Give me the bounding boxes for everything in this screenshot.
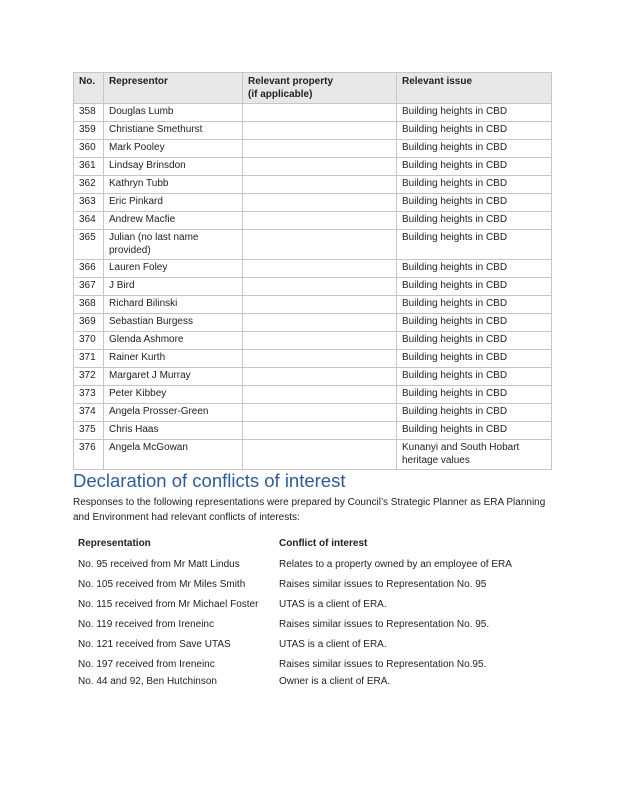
table-row: [74, 368, 552, 386]
row-property: [243, 296, 397, 314]
header-property-line2: (if applicable): [248, 89, 313, 100]
row-issue: Building heights in CBD: [397, 260, 552, 278]
table-row: [74, 104, 552, 122]
row-issue: Building heights in CBD: [397, 158, 552, 176]
row-property: [243, 440, 397, 470]
conflict-representation: No. 115 received from Mr Michael Foster: [78, 599, 259, 610]
row-property: [243, 194, 397, 212]
row-issue: Building heights in CBD: [397, 332, 552, 350]
row-number: 368: [74, 296, 104, 314]
row-representor: Peter Kibbey: [104, 386, 243, 404]
table-header-row: [74, 73, 552, 104]
row-representor: Angela McGowan: [104, 440, 243, 470]
row-number: 363: [74, 194, 104, 212]
conflict-row: [73, 597, 517, 617]
row-number: 367: [74, 278, 104, 296]
intro-paragraph: Responses to the following representations were prepared by Council’s Strategic Planner as ERA Planning and Environment had relevant conflicts of interests:: [73, 497, 546, 523]
row-property: [243, 350, 397, 368]
table-row: [74, 230, 552, 260]
row-representor: Chris Haas: [104, 422, 243, 440]
row-representor: Mark Pooley: [104, 140, 243, 158]
row-representor: Lauren Foley: [104, 260, 243, 278]
row-property: [243, 332, 397, 350]
row-issue: Building heights in CBD: [397, 122, 552, 140]
table-row: [74, 260, 552, 278]
table-row: [74, 158, 552, 176]
table-row: [74, 350, 552, 368]
conflict-row: [73, 617, 517, 637]
table-row: [74, 176, 552, 194]
row-number: 366: [74, 260, 104, 278]
row-number: 373: [74, 386, 104, 404]
row-number: 370: [74, 332, 104, 350]
conflicts-header-row: [73, 534, 517, 557]
conflict-representation: No. 95 received from Mr Matt Lindus: [78, 559, 240, 570]
table-row: [74, 386, 552, 404]
row-representor: Julian (no last name provided): [104, 230, 243, 260]
conflict-representation: No. 197 received from Ireneinc: [78, 659, 215, 670]
conflict-description: Raises similar issues to Representation No. 95.: [279, 619, 490, 630]
conflict-row: [73, 577, 517, 597]
conflict-representation: No. 105 received from Mr Miles Smith: [78, 579, 246, 590]
conflict-description: Relates to a property owned by an employee of ERA: [279, 559, 512, 570]
header-relevant-property: [243, 73, 397, 104]
conflict-description: UTAS is a client of ERA.: [279, 639, 387, 650]
row-property: [243, 260, 397, 278]
conflict-description: Raises similar issues to Representation No.95.: [279, 659, 487, 670]
row-number: 361: [74, 158, 104, 176]
row-representor: Eric Pinkard: [104, 194, 243, 212]
table-row: [74, 440, 552, 470]
header-representor: Representor: [104, 73, 243, 104]
row-property: [243, 278, 397, 296]
row-issue: Building heights in CBD: [397, 194, 552, 212]
row-issue: Building heights in CBD: [397, 296, 552, 314]
header-representation: Representation: [78, 538, 151, 549]
header-no: No.: [74, 73, 104, 104]
row-number: 358: [74, 104, 104, 122]
conflict-description: UTAS is a client of ERA.: [279, 599, 387, 610]
row-property: [243, 104, 397, 122]
conflict-representation: No. 121 received from Save UTAS: [78, 639, 231, 650]
row-representor: Andrew Macfie: [104, 212, 243, 230]
row-representor: Rainer Kurth: [104, 350, 243, 368]
row-number: 372: [74, 368, 104, 386]
representations-table: [73, 72, 552, 470]
row-property: [243, 368, 397, 386]
row-number: 375: [74, 422, 104, 440]
table-row: [74, 296, 552, 314]
table-row: [74, 404, 552, 422]
row-issue: Building heights in CBD: [397, 140, 552, 158]
conflict-representation: No. 119 received from Ireneinc: [78, 619, 214, 630]
table-row: [74, 194, 552, 212]
row-issue: Building heights in CBD: [397, 422, 552, 440]
header-relevant-issue: Relevant issue: [397, 73, 552, 104]
table-row: [74, 314, 552, 332]
row-representor: Glenda Ashmore: [104, 332, 243, 350]
row-property: [243, 212, 397, 230]
table-row: [74, 422, 552, 440]
header-property-line1: Relevant property: [248, 76, 334, 87]
row-property: [243, 314, 397, 332]
row-representor: Margaret J Murray: [104, 368, 243, 386]
row-number: 371: [74, 350, 104, 368]
row-property: [243, 230, 397, 260]
row-representor: J Bird: [104, 278, 243, 296]
row-representor: Angela Prosser-Green: [104, 404, 243, 422]
row-number: 359: [74, 122, 104, 140]
row-number: 362: [74, 176, 104, 194]
row-property: [243, 386, 397, 404]
row-issue: Building heights in CBD: [397, 104, 552, 122]
row-number: 376: [74, 440, 104, 470]
header-conflict: Conflict of interest: [279, 538, 368, 549]
row-property: [243, 422, 397, 440]
table-row: [74, 212, 552, 230]
row-property: [243, 158, 397, 176]
table-row: [74, 122, 552, 140]
row-representor: Christiane Smethurst: [104, 122, 243, 140]
row-issue: Building heights in CBD: [397, 212, 552, 230]
row-representor: Lindsay Brinsdon: [104, 158, 243, 176]
row-issue: Building heights in CBD: [397, 176, 552, 194]
row-number: 364: [74, 212, 104, 230]
row-issue: Building heights in CBD: [397, 278, 552, 296]
row-representor: Richard Bilinski: [104, 296, 243, 314]
row-number: 374: [74, 404, 104, 422]
row-property: [243, 176, 397, 194]
row-issue: Building heights in CBD: [397, 350, 552, 368]
table-row: [74, 278, 552, 296]
conflict-description: Raises similar issues to Representation No. 95: [279, 579, 487, 590]
conflict-representation: No. 44 and 92, Ben Hutchinson: [78, 676, 217, 687]
row-issue: Building heights in CBD: [397, 314, 552, 332]
row-issue: Kunanyi and South Hobart heritage values: [397, 440, 552, 470]
row-property: [243, 122, 397, 140]
row-number: 369: [74, 314, 104, 332]
row-issue: Building heights in CBD: [397, 368, 552, 386]
row-property: [243, 140, 397, 158]
conflict-row: [73, 657, 517, 674]
row-representor: Sebastian Burgess: [104, 314, 243, 332]
conflicts-table: [73, 534, 517, 694]
table-row: [74, 332, 552, 350]
conflict-description: Owner is a client of ERA.: [279, 676, 391, 687]
row-issue: Building heights in CBD: [397, 404, 552, 422]
row-number: 365: [74, 230, 104, 260]
row-issue: Building heights in CBD: [397, 230, 552, 260]
row-issue: Building heights in CBD: [397, 386, 552, 404]
table-row: [74, 140, 552, 158]
section-heading: Declaration of conflicts of interest: [73, 470, 346, 491]
row-property: [243, 404, 397, 422]
conflict-row: [73, 674, 517, 694]
row-representor: Douglas Lumb: [104, 104, 243, 122]
row-number: 360: [74, 140, 104, 158]
conflict-row: [73, 557, 517, 577]
conflict-row: [73, 637, 517, 657]
row-representor: Kathryn Tubb: [104, 176, 243, 194]
